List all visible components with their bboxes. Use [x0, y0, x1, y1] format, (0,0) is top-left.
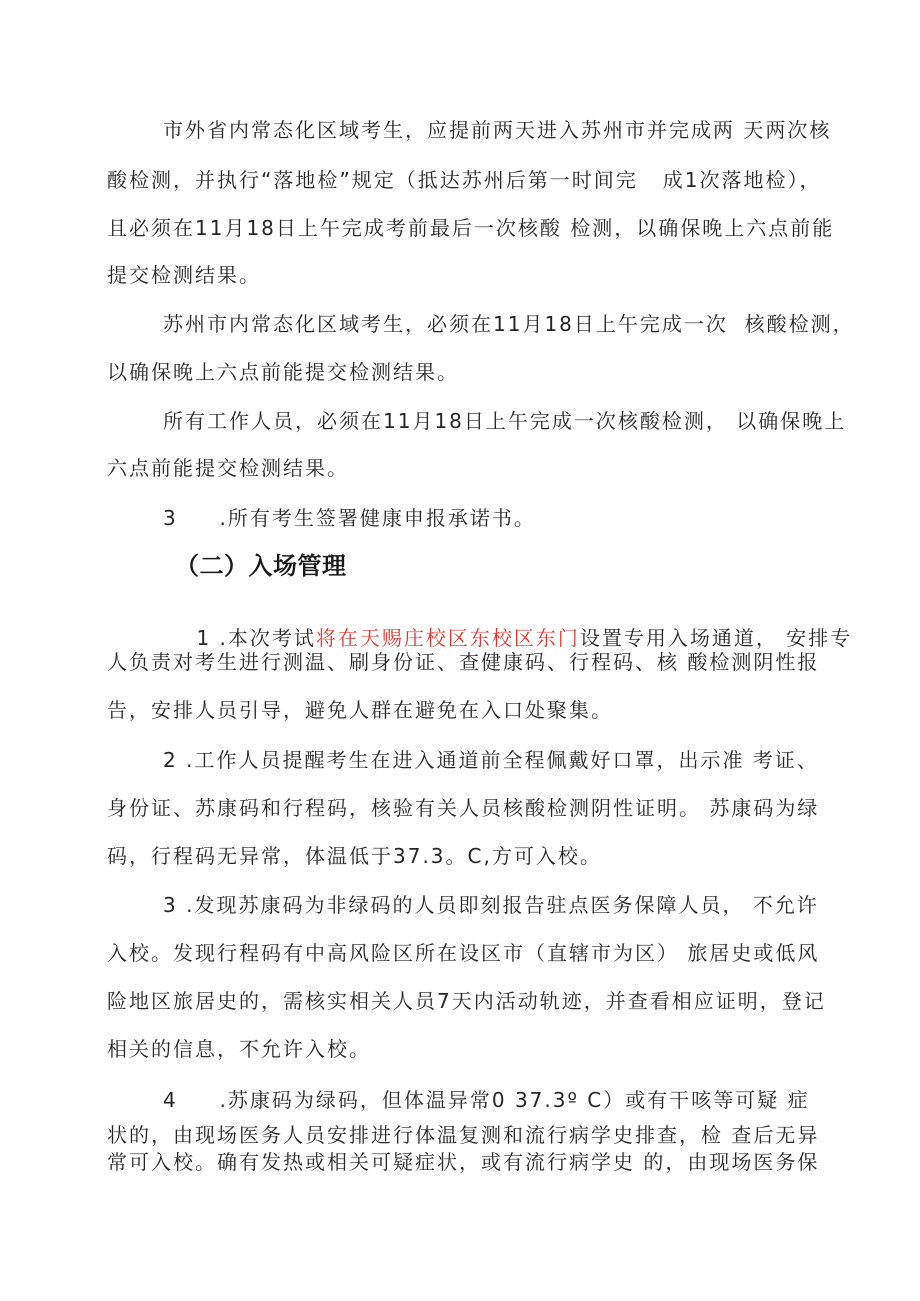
paragraph-line: 人负责对考生进行测温、刷身份证、查健康码、行程码、核 酸检测阴性报 [107, 650, 820, 674]
paragraph-line: 苏州市内常态化区域考生，必须在11月18日上午完成一次 核酸检测， [163, 312, 855, 336]
list-item: 4 .苏康码为绿码，但体温异常0 37.3º C）或有干咳等可疑 症 [163, 1088, 810, 1112]
list-item: 3 .所有考生签署健康申报承诺书。 [163, 506, 536, 530]
paragraph-line: 身份证、苏康码和行程码，核验有关人员核酸检测阴性证明。 苏康码为绿 [107, 796, 820, 820]
list-item: 2 .工作人员提醒考生在进入通道前全程佩戴好口罩，出示准 考证、 [163, 748, 819, 772]
paragraph-line: 状的，由现场医务人员安排进行体温复测和流行病学史排查，检 查后无异 [107, 1123, 820, 1147]
paragraph-line: 六点前能提交检测结果。 [107, 456, 349, 480]
paragraph-line: 告，安排人员引导，避免人群在避免在入口处聚集。 [107, 698, 613, 722]
paragraph-line: 码，行程码无异常，体温低于37.3。C,方可入校。 [107, 844, 602, 868]
item-text: 1 .本次考试 [196, 626, 316, 650]
section-heading: （二）入场管理 [175, 552, 347, 580]
highlight-text: 将在天赐庄校区东校区东门 [315, 626, 580, 650]
item-text: 设置专用入场通道， 安排专 [579, 626, 853, 650]
paragraph-line: 相关的信息，不允许入校。 [107, 1037, 371, 1061]
paragraph-line: 提交检测结果。 [107, 263, 261, 287]
paragraph-line: 且必须在11月18日上午完成考前最后一次核酸 检测，以确保晚上六点前能 [107, 216, 835, 240]
paragraph-line: 入校。发现行程码有中高风险区所在设区市（直辖市为区） 旅居史或低风 [107, 941, 820, 965]
paragraph-line: 所有工作人员，必须在11月18日上午完成一次核酸检测， 以确保晚上 [163, 409, 847, 433]
paragraph-line: 以确保晚上六点前能提交检测结果。 [107, 360, 459, 384]
paragraph-line: 酸检测，并执行“落地检”规定（抵达苏州后第一时间完 成1次落地检）， [107, 168, 822, 192]
paragraph-line: 险地区旅居史的，需核实相关人员7天内活动轨迹，并查看相应证明，登记 [107, 989, 826, 1013]
list-item: 3 .发现苏康码为非绿码的人员即刻报告驻点医务保障人员， 不允许 [163, 893, 819, 917]
paragraph-line: 市外省内常态化区域考生，应提前两天进入苏州市并完成两 天两次核 [163, 118, 832, 142]
paragraph-line: 常可入校。确有发热或相关可疑症状，或有流行病学史 的，由现场医务保 [107, 1150, 820, 1174]
